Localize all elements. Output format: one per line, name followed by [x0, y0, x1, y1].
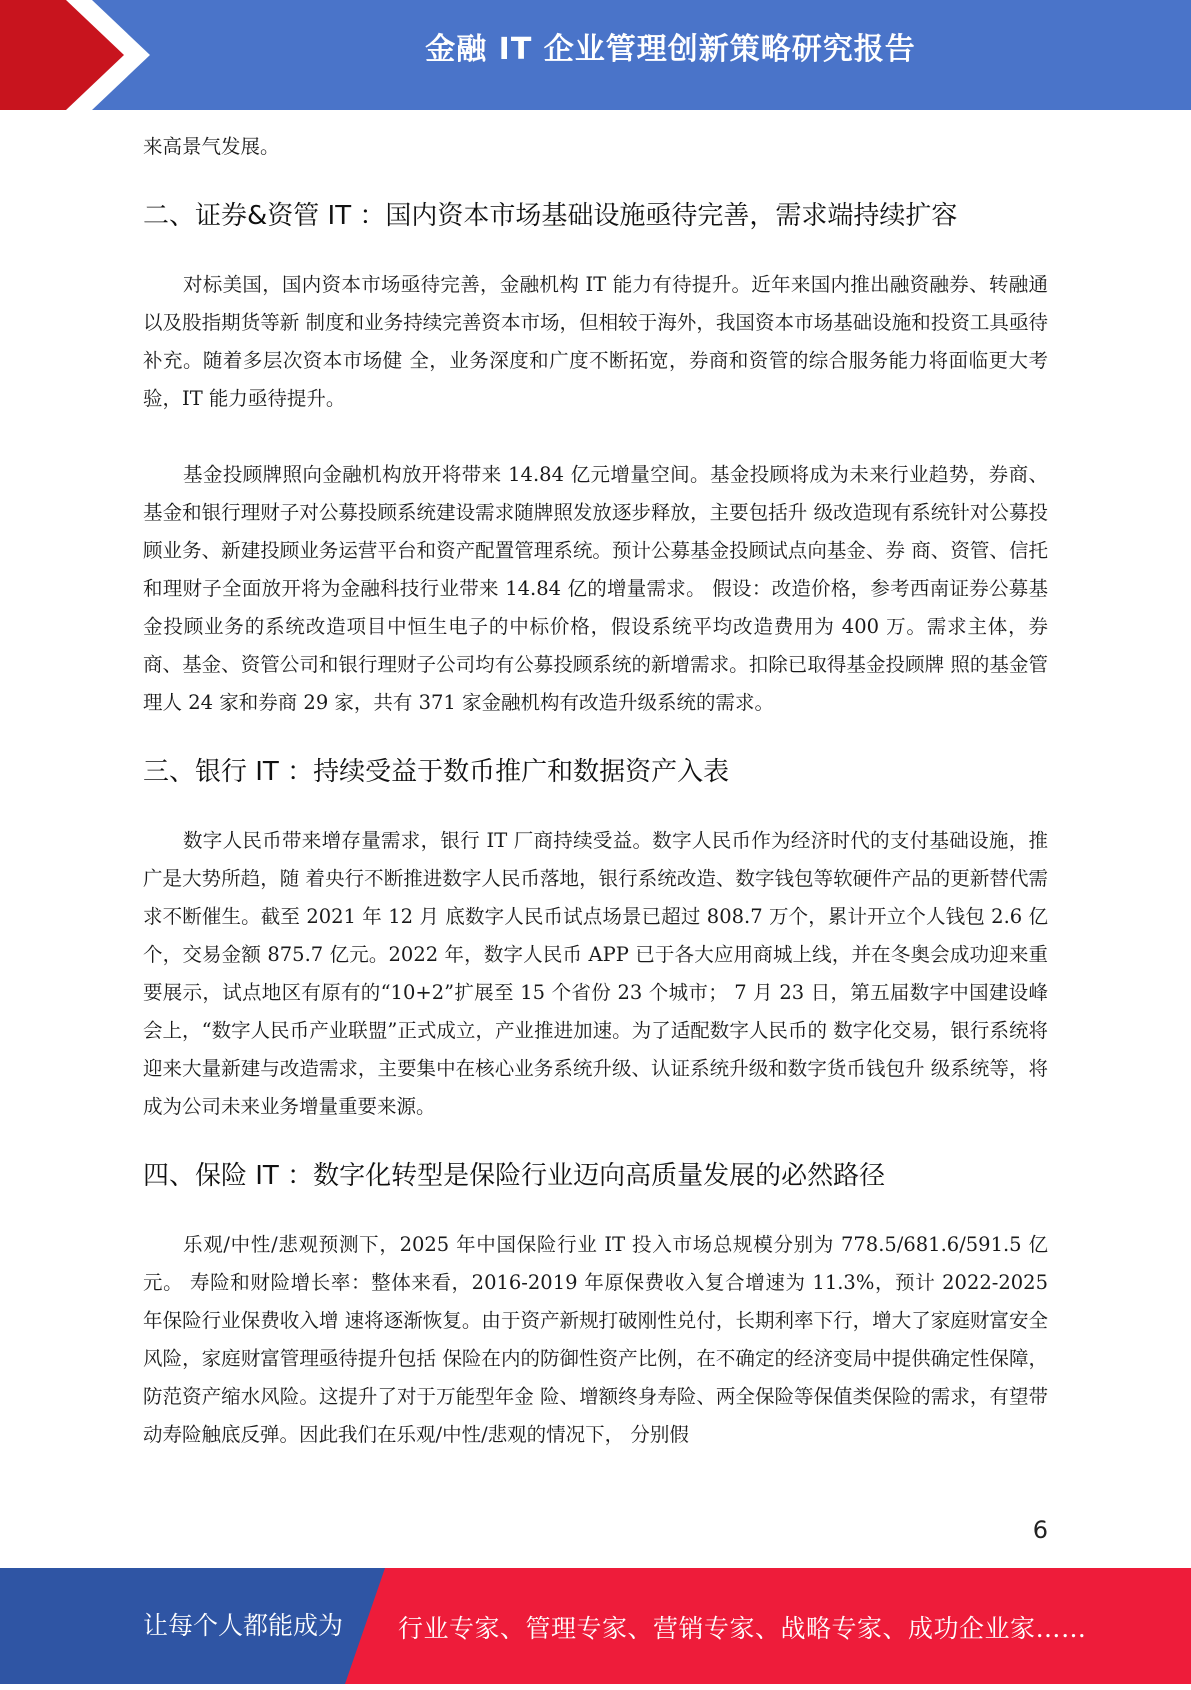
intro-tail-paragraph: 来高景气发展。 [143, 135, 280, 158]
report-title: 金融 IT 企业管理创新策略研究报告 [425, 32, 916, 67]
section-3-paragraph-1: 数字人民币带来增存量需求，银行 IT 厂商持续受益。数字人民币作为经济时代的支付基础设施，推广是大势所趋，随 着央行不断推进数字人民币落地，银行系统改造、数字钱包等软硬件产品的更新替代需求不断催生。截至 2021 年 12 月 底数字人民币试点场景已超过 808.7 万个，累计开立个人钱包 2.6 亿个，交易金额 875.7 亿元。2022 年，数字人民币 APP 已于各大应用商城上线，并在冬奥会成功迎来重要展示，试点地区有原有的“10+2”扩展至 15 个省份 23 个城市； 7 月 23 日，第五届数字中国建设峰会上，“数字人民币产业联盟”正式成立，产业推进加速。为了适配数字人民币的 数字化交易，银行系统将迎来大量新建与改造需求，主要集中在核心业务系统升级、认证系统升级和数字货币钱包升 级系统等，将成为公司未来业务增量重要来源。 [143, 829, 1048, 1118]
page-body [143, 128, 1048, 1454]
page-footer [0, 1568, 1191, 1684]
section-3-heading: 三、银行 IT ：持续受益于数币推广和数据资产入表 [143, 757, 730, 787]
footer-slogan-right: 行业专家、管理专家、营销专家、战略专家、成功企业家…… [398, 1614, 1087, 1643]
section-2-heading: 二、证券&资管 IT ：国内资本市场基础设施亟待完善，需求端持续扩容 [143, 201, 958, 231]
section-2-paragraph-1: 对标美国，国内资本市场亟待完善，金融机构 IT 能力有待提升。近年来国内推出融资融券、转融通以及股指期货等新 制度和业务持续完善资本市场，但相较于海外，我国资本市场基础设施和投资工具亟待补充。随着多层次资本市场健 全，业务深度和广度不断拓宽，券商和资管的综合服务能力将面临更大考验，IT 能力亟待提升。 [143, 273, 1048, 410]
section-4-paragraph-1: 乐观/中性/悲观预测下，2025 年中国保险行业 IT 投入市场总规模分别为 778.5/681.6/591.5 亿元。 寿险和财险增长率：整体来看，2016-2019 年原保费收入复合增速为 11.3%，预计 2022-2025 年保险行业保费收入增 速将逐渐恢复。由于资产新规打破刚性兑付，长期利率下行，增大了家庭财富安全风险，家庭财富管理亟待提升包括 保险在内的防御性资产比例，在不确定的经济变局中提供确定性保障，防范资产缩水风险。这提升了对于万能型年金 险、增额终身寿险、两全保险等保值类保险的需求，有望带动寿险触底反弹。因此我们在乐观/中性/悲观的情况下， 分别假 [143, 1233, 1048, 1446]
section-2-paragraph-2: 基金投顾牌照向金融机构放开将带来 14.84 亿元增量空间。基金投顾将成为未来行业趋势，券商、基金和银行理财子对公募投顾系统建设需求随牌照发放逐步释放，主要包括升 级改造现有系统针对公募投顾业务、新建投顾业务运营平台和资产配置管理系统。预计公募基金投顾试点向基金、券 商、资管、信托和理财子全面放开将为金融科技行业带来 14.84 亿的增量需求。 假设：改造价格，参考西南证券公募基金投顾业务的系统改造项目中恒生电子的中标价格，假设系统平均改造费用为 400 万。需求主体，券商、基金、资管公司和银行理财子公司均有公募投顾系统的新增需求。扣除已取得基金投顾牌 照的基金管理人 24 家和券商 29 家，共有 371 家金融机构有改造升级系统的需求。 [143, 463, 1048, 714]
page-header [0, 0, 1191, 110]
footer-slogan-left: 让每个人都能成为 [143, 1611, 344, 1640]
section-4-heading: 四、保险 IT ：数字化转型是保险行业迈向高质量发展的必然路径 [143, 1161, 886, 1191]
page-number: 6 [1032, 1516, 1048, 1544]
